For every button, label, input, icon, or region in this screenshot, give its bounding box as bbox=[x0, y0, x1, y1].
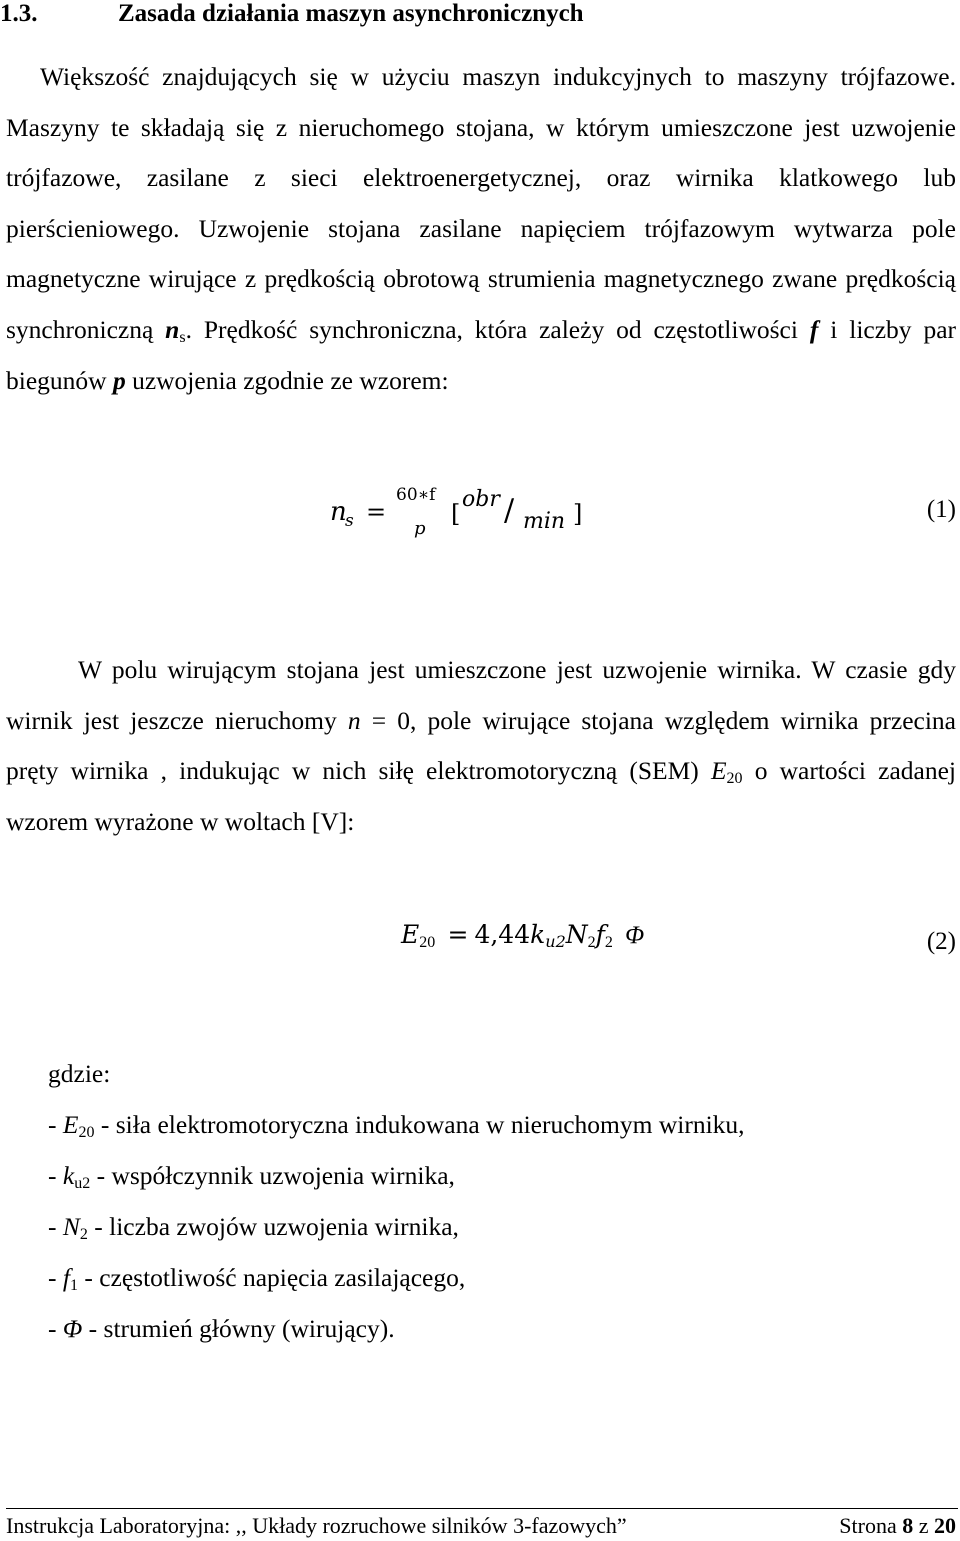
n-symbol: n bbox=[347, 705, 361, 735]
definitions-list bbox=[48, 1048, 745, 1354]
eq2-n-sub: 2 bbox=[587, 934, 596, 951]
definition-item: - $E_{20}$ - siła elektromotoryczna indukowana w nieruchomym wirniku, bbox=[48, 1110, 745, 1141]
eq1-ns-sub: s bbox=[345, 511, 354, 531]
eq1-close-bracket: ] bbox=[573, 500, 583, 528]
eq2-f: f bbox=[595, 920, 605, 949]
page-current: 8 bbox=[902, 1513, 914, 1538]
footer-title: Instrukcja Laboratoryjna: ,, Układy rozruchowe silników 3-fazowych” bbox=[6, 1513, 627, 1538]
equation-2-number: (2) bbox=[926, 928, 956, 955]
definition-item: - $k_{u2}$ - współczynnik uzwojenia wirnika, bbox=[48, 1161, 455, 1192]
eq1-open-bracket: [ bbox=[451, 500, 461, 528]
e20-symbol: $E_{20}$ bbox=[710, 756, 743, 788]
eq1-numerator: 60∗f bbox=[396, 485, 436, 505]
eq2-e: E bbox=[401, 920, 420, 949]
f-symbol: f bbox=[809, 314, 819, 344]
definition-item: - $N_2$ - liczba zwojów uzwojenia wirnika, bbox=[48, 1212, 459, 1243]
ns-symbol: $n_s$ bbox=[165, 314, 186, 346]
eq1-unit-den: min bbox=[523, 509, 566, 534]
eq2-equals: = bbox=[447, 920, 469, 949]
equation-2 bbox=[401, 920, 644, 964]
definition-item: - $f_1$ - częstotliwość napięcia zasilającego, bbox=[48, 1263, 466, 1294]
eq2-phi: Φ bbox=[625, 922, 645, 949]
page-total: 20 bbox=[934, 1513, 956, 1538]
paragraph-intro-text-c: i liczby par biegunów bbox=[6, 314, 957, 395]
page-number: Strona 8 z 20 bbox=[839, 1513, 956, 1538]
eq2-k: k bbox=[530, 920, 546, 949]
p-symbol: p bbox=[112, 365, 126, 395]
eq1-unit-slash: / bbox=[504, 493, 515, 528]
footer-divider bbox=[6, 1508, 958, 1509]
section-number: 1.3. bbox=[0, 0, 38, 27]
eq1-unit-num: obr bbox=[462, 487, 500, 512]
eq2-k-sub: u2 bbox=[545, 932, 566, 951]
equation-1-number: (1) bbox=[926, 496, 956, 523]
paragraph-intro-text-b: . Prędkość synchroniczna, która zależy od częstotliwości bbox=[185, 314, 810, 344]
paragraph-intro-text-d: uzwojenia zgodnie ze wzorem: bbox=[125, 365, 449, 395]
eq2-coefficient: 4,44 bbox=[474, 920, 531, 949]
definitions-intro: gdzie: bbox=[48, 1059, 111, 1088]
section-heading bbox=[0, 0, 584, 28]
eq1-denominator: p bbox=[414, 518, 426, 539]
paragraph-intro-text: Większość znajdujących się w użyciu maszyn indukcyjnych to maszyny trójfazowe. Maszyny te składają się z nieruchomego stojana, w którym umieszczone jest uzwojenie trójfazowe, zasilane z sieci elektroenergetycznej, oraz wirnika klatkowego lub pierścieniowego. Uzwojenie stojana zasilane napięciem trójfazowym wytwarza pole magnetyczne wirujące z prędkością obrotową strumienia magnetycznego zwane prędkością synchroniczną bbox=[6, 62, 956, 344]
paragraph-rotor bbox=[6, 645, 956, 847]
eq1-ns: n bbox=[330, 497, 347, 527]
eq2-f-sub: 2 bbox=[604, 934, 613, 951]
paragraph-rotor-text-b: = 0, pole wirujące stojana względem wirnika przecina pręty wirnika , indukując w nich siłę elektromotoryczną (SEM) bbox=[6, 705, 956, 786]
eq2-n: N bbox=[565, 920, 588, 949]
section-title: Zasada działania maszyn asynchronicznych bbox=[118, 0, 584, 27]
paragraph-intro bbox=[6, 52, 956, 406]
eq2-e-sub: 20 bbox=[419, 934, 436, 951]
paragraph-rotor-text: W polu wirującym stojana jest umieszczone jest uzwojenie wirnika. W czasie gdy wirnik jest jeszcze nieruchomy bbox=[6, 655, 956, 735]
paragraph-rotor-text-c: o wartości zadanej wzorem wyrażone w woltach [V]: bbox=[6, 756, 956, 836]
equation-1 bbox=[330, 478, 600, 548]
definition-item: - Φ - strumień główny (wirujący). bbox=[48, 1314, 395, 1343]
eq1-equals: = bbox=[366, 498, 387, 526]
